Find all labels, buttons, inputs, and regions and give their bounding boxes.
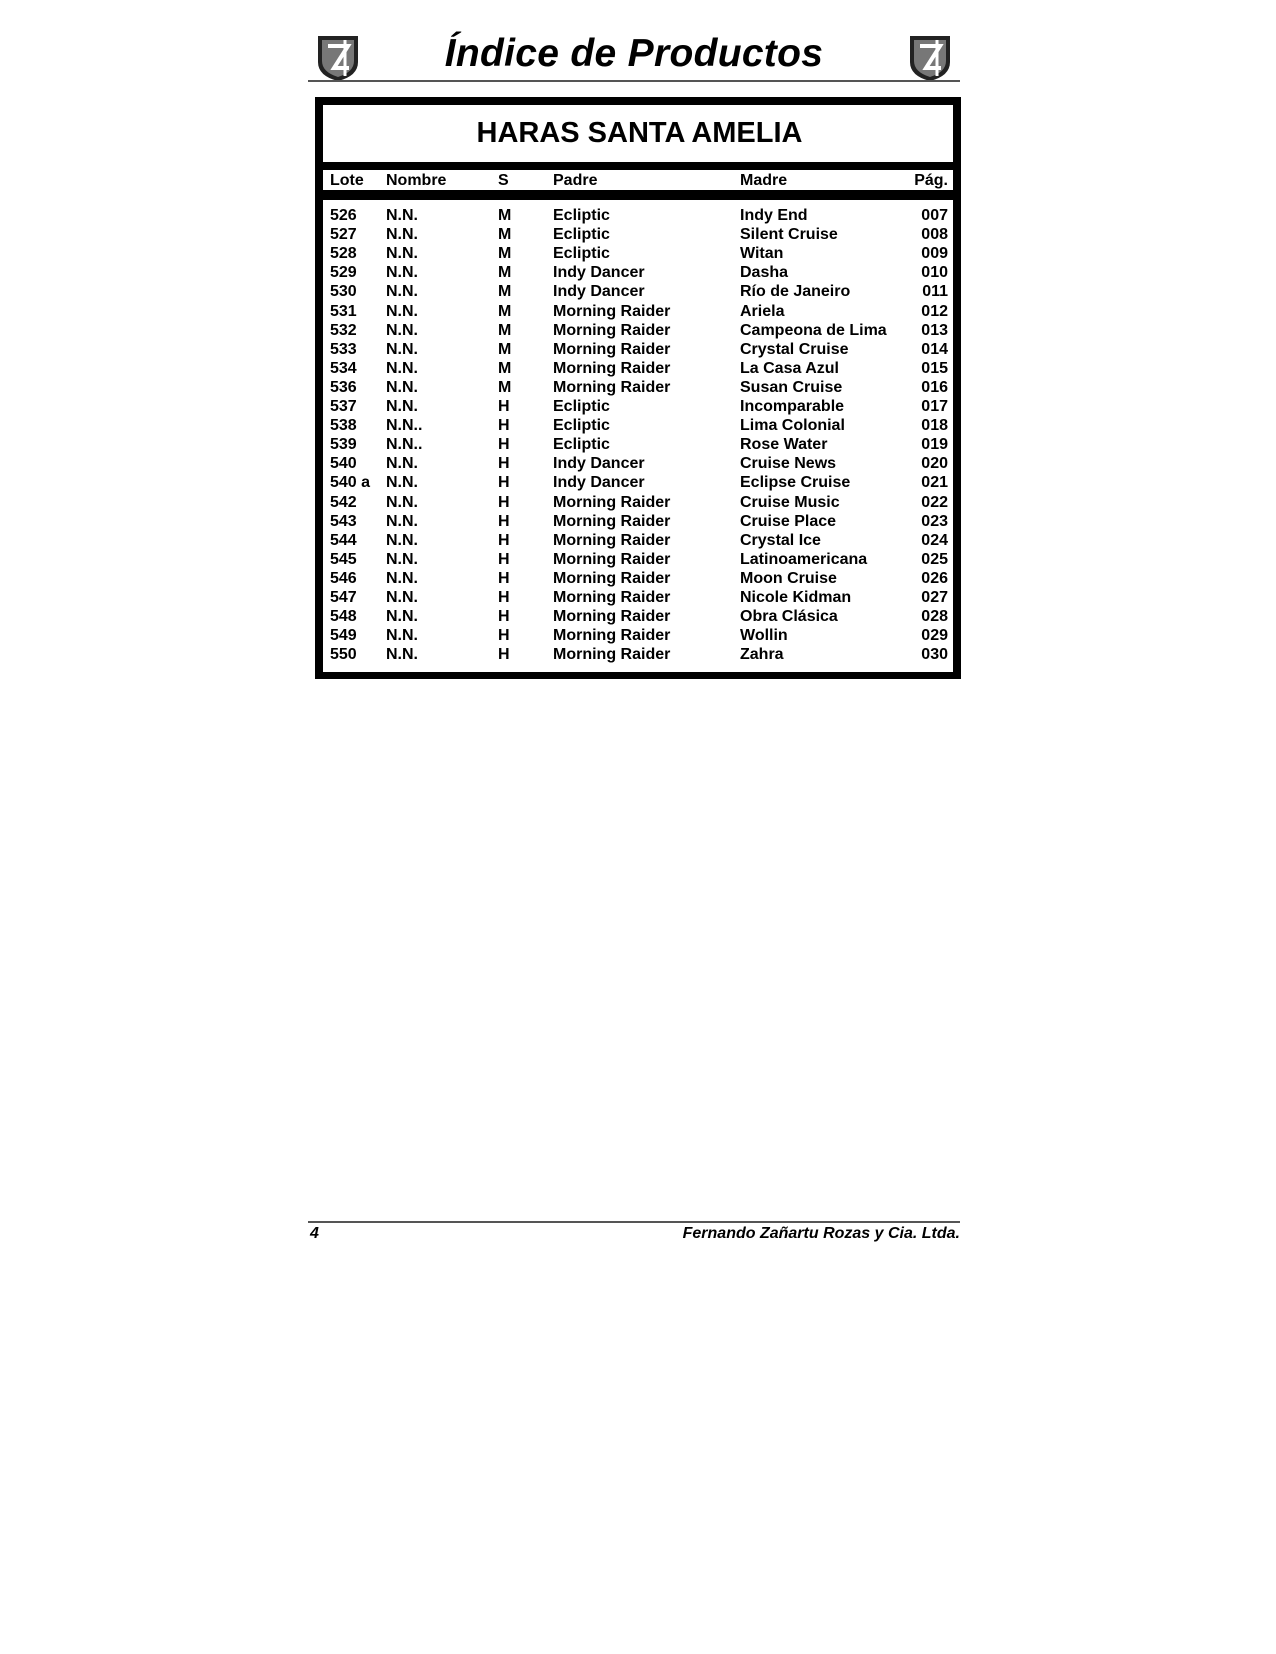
cell-madre: Cruise Place [740, 512, 837, 530]
cell-lote: 533 [330, 340, 357, 358]
cell-madre: Crystal Cruise [740, 340, 849, 358]
cell-padre: Morning Raider [553, 569, 671, 587]
cell-pagina: 030 [921, 646, 948, 664]
cell-lote: 542 [330, 493, 357, 511]
table-row [323, 378, 953, 397]
cell-pagina: 007 [921, 207, 948, 224]
cell-madre: Incomparable [740, 398, 845, 415]
table-row [323, 340, 953, 359]
table-row [323, 512, 953, 531]
cell-lote: 544 [330, 531, 357, 549]
cell-sexo: M [498, 207, 512, 224]
cell-padre: Ecliptic [553, 245, 610, 263]
cell-pagina: 025 [921, 550, 948, 568]
page-header [308, 28, 960, 86]
cell-padre: Morning Raider [553, 378, 671, 396]
page-number: 4 [310, 1225, 319, 1242]
cell-madre: Wollin [740, 627, 788, 645]
cell-pagina: 018 [921, 417, 948, 435]
cell-lote: 537 [330, 398, 357, 415]
cell-pagina: 027 [921, 589, 948, 606]
cell-sexo: H [498, 550, 510, 568]
footer-divider [308, 1221, 960, 1223]
column-header-madre: Madre [740, 172, 788, 189]
cell-madre: Eclipse Cruise [740, 474, 851, 492]
cell-pagina: 010 [921, 264, 948, 282]
cell-lote: 534 [330, 359, 357, 377]
cell-lote: 526 [330, 207, 357, 224]
cell-nombre: N.N. [386, 207, 418, 224]
cell-nombre: N.N. [386, 283, 418, 301]
cell-sexo: M [498, 321, 512, 339]
cell-madre: Silent Cruise [740, 226, 838, 244]
cell-nombre: N.N. [386, 531, 418, 549]
cell-padre: Indy Dancer [553, 455, 645, 473]
cell-madre: Rose Water [740, 436, 828, 454]
cell-pagina: 016 [921, 378, 948, 396]
column-header-lote: Lote [330, 172, 364, 189]
cell-sexo: H [498, 627, 510, 645]
cell-sexo: M [498, 378, 512, 396]
cell-lote: 536 [330, 378, 357, 396]
table-row [323, 493, 953, 512]
cell-nombre: N.N. [386, 550, 418, 568]
cell-madre: Nicole Kidman [740, 589, 852, 606]
cell-sexo: M [498, 226, 512, 244]
cell-sexo: M [498, 340, 512, 358]
cell-nombre: N.N. [386, 493, 418, 511]
table-row [323, 473, 953, 492]
cell-padre: Morning Raider [553, 646, 671, 664]
cell-sexo: H [498, 569, 510, 587]
company-name: Fernando Zañartu Rozas y Cia. Ltda. [682, 1225, 960, 1242]
cell-madre: Indy End [740, 207, 808, 224]
cell-madre: Obra Clásica [740, 608, 838, 626]
cell-sexo: H [498, 417, 510, 435]
table-row [323, 397, 953, 416]
cell-pagina: 022 [921, 493, 948, 511]
cell-nombre: N.N. [386, 512, 418, 530]
cell-lote: 540 a [330, 474, 371, 492]
cell-sexo: M [498, 245, 512, 263]
cell-pagina: 015 [921, 359, 948, 377]
cell-padre: Morning Raider [553, 359, 671, 377]
table-row [323, 645, 953, 664]
cell-pagina: 026 [921, 569, 948, 587]
cell-padre: Ecliptic [553, 226, 610, 244]
cell-madre: Dasha [740, 264, 789, 282]
cell-nombre: N.N. [386, 321, 418, 339]
table-row [323, 244, 953, 263]
cell-madre: Río de Janeiro [740, 283, 851, 301]
cell-sexo: H [498, 512, 510, 530]
cell-padre: Ecliptic [553, 417, 610, 435]
cell-lote: 532 [330, 321, 357, 339]
cell-nombre: N.N. [386, 398, 418, 415]
cell-lote: 528 [330, 245, 357, 263]
cell-lote: 548 [330, 608, 357, 626]
cell-pagina: 020 [921, 455, 948, 473]
column-header-pagina: Pág. [914, 172, 948, 189]
table-body [323, 200, 953, 672]
cell-nombre: N.N. [386, 226, 418, 244]
cell-padre: Morning Raider [553, 627, 671, 645]
table-header-row [323, 170, 953, 190]
cell-lote: 543 [330, 512, 357, 530]
table-row [323, 263, 953, 282]
page-title: Índice de Productos [444, 32, 824, 75]
cell-padre: Indy Dancer [553, 264, 645, 282]
table-row [323, 626, 953, 645]
cell-nombre: N.N. [386, 569, 418, 587]
table-row [323, 454, 953, 473]
header-divider [308, 80, 960, 82]
cell-madre: Lima Colonial [740, 417, 845, 435]
cell-padre: Morning Raider [553, 340, 671, 358]
cell-sexo: H [498, 474, 510, 492]
cell-pagina: 011 [922, 283, 948, 301]
cell-nombre: N.N. [386, 608, 418, 626]
cell-pagina: 017 [921, 398, 948, 415]
column-header-padre: Padre [553, 172, 598, 189]
cell-padre: Morning Raider [553, 608, 671, 626]
cell-lote: 529 [330, 264, 357, 282]
cell-madre: Zahra [740, 646, 784, 664]
cell-pagina: 013 [921, 321, 948, 339]
cell-lote: 546 [330, 569, 357, 587]
cell-pagina: 028 [921, 608, 948, 626]
cell-madre: Moon Cruise [740, 569, 837, 587]
cell-nombre: N.N. [386, 302, 418, 320]
cell-nombre: N.N. [386, 646, 418, 664]
cell-nombre: N.N. [386, 340, 418, 358]
cell-nombre: N.N. [386, 245, 418, 263]
product-index-table [315, 97, 961, 679]
cell-nombre: N.N. [386, 627, 418, 645]
cell-padre: Indy Dancer [553, 474, 645, 492]
cell-madre: Witan [740, 245, 784, 263]
cell-sexo: H [498, 493, 510, 511]
cell-pagina: 021 [921, 474, 948, 492]
cell-nombre: N.N.. [386, 436, 423, 454]
cell-pagina: 012 [921, 302, 948, 320]
cell-nombre: N.N. [386, 359, 418, 377]
cell-padre: Morning Raider [553, 512, 671, 530]
cell-sexo: M [498, 302, 512, 320]
table-row [323, 531, 953, 550]
table-row [323, 321, 953, 340]
cell-padre: Morning Raider [553, 493, 671, 511]
cell-madre: Crystal Ice [740, 531, 821, 549]
cell-sexo: H [498, 646, 510, 664]
cell-sexo: H [498, 589, 510, 606]
table-row [323, 550, 953, 569]
cell-nombre: N.N. [386, 589, 418, 606]
z-shield-logo-icon [906, 32, 956, 82]
cell-padre: Indy Dancer [553, 283, 645, 301]
cell-sexo: M [498, 283, 512, 301]
cell-madre: Cruise News [740, 455, 837, 473]
cell-pagina: 029 [921, 627, 948, 645]
cell-pagina: 024 [921, 531, 948, 549]
table-row [323, 359, 953, 378]
table-row [323, 607, 953, 626]
table-row [323, 435, 953, 454]
cell-nombre: N.N. [386, 378, 418, 396]
cell-sexo: H [498, 608, 510, 626]
cell-pagina: 008 [921, 226, 948, 244]
cell-sexo: H [498, 398, 510, 415]
section-title: HARAS SANTA AMELIA [323, 105, 953, 162]
cell-pagina: 014 [921, 340, 948, 358]
cell-lote: 538 [330, 417, 357, 435]
cell-padre: Ecliptic [553, 436, 610, 454]
cell-padre: Morning Raider [553, 321, 671, 339]
cell-pagina: 009 [921, 245, 948, 263]
cell-padre: Ecliptic [553, 207, 610, 224]
table-row [323, 225, 953, 244]
column-header-nombre: Nombre [386, 172, 447, 189]
cell-padre: Morning Raider [553, 302, 671, 320]
cell-pagina: 019 [921, 436, 948, 454]
cell-madre: Ariela [740, 302, 785, 320]
cell-lote: 539 [330, 436, 357, 454]
table-row [323, 206, 953, 225]
cell-pagina: 023 [921, 512, 948, 530]
cell-sexo: H [498, 531, 510, 549]
cell-lote: 547 [330, 589, 357, 606]
table-row [323, 282, 953, 301]
cell-sexo: H [498, 455, 510, 473]
cell-madre: Campeona de Lima [740, 321, 887, 339]
cell-madre: La Casa Azul [740, 359, 839, 377]
cell-lote: 527 [330, 226, 357, 244]
cell-padre: Morning Raider [553, 589, 671, 606]
cell-nombre: N.N.. [386, 417, 423, 435]
cell-nombre: N.N. [386, 264, 418, 282]
table-row [323, 588, 953, 607]
cell-madre: Susan Cruise [740, 378, 843, 396]
table-row [323, 569, 953, 588]
cell-lote: 530 [330, 283, 357, 301]
cell-sexo: H [498, 436, 510, 454]
cell-lote: 531 [330, 302, 357, 320]
cell-padre: Ecliptic [553, 398, 610, 415]
cell-sexo: M [498, 359, 512, 377]
cell-lote: 550 [330, 646, 357, 664]
cell-lote: 549 [330, 627, 357, 645]
cell-nombre: N.N. [386, 455, 418, 473]
table-row [323, 416, 953, 435]
column-header-sexo: S [498, 172, 509, 189]
cell-lote: 540 [330, 455, 357, 473]
cell-padre: Morning Raider [553, 550, 671, 568]
cell-padre: Morning Raider [553, 531, 671, 549]
cell-lote: 545 [330, 550, 357, 568]
cell-madre: Cruise Music [740, 493, 840, 511]
cell-nombre: N.N. [386, 474, 418, 492]
cell-madre: Latinoamericana [740, 550, 868, 568]
table-row [323, 302, 953, 321]
cell-sexo: M [498, 264, 512, 282]
